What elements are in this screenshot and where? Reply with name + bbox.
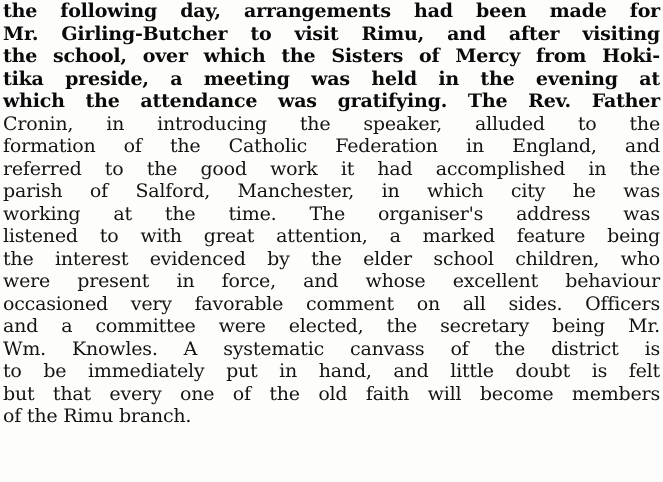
article-line-2: Mr. Girling-Butcher to visit Rimu, and after visiting <box>3 22 660 45</box>
article-line-3: the school, over which the Sisters of Mercy from Hoki- <box>3 45 660 67</box>
article-line-12: the interest evidenced by the elder school children, who <box>3 247 660 270</box>
article-line-8: referred to the good work it had accomplished in the <box>3 157 660 180</box>
article-text <box>3 0 660 428</box>
article-line-14: occasioned very favorable comment on all sides. Officers <box>3 292 660 315</box>
article-line-4: tika preside, a meeting was held in the evening at <box>3 67 660 90</box>
article-line-13: were present in force, and whose excellent behaviour <box>3 270 660 292</box>
article-line-7: formation of the Catholic Federation in England, and <box>3 135 660 157</box>
article-line-9: parish of Salford, Manchester, in which city he was <box>3 180 660 202</box>
article-line-1: the following day, arrangements had been made for <box>3 0 660 22</box>
article-line-17: to be immediately put in hand, and little doubt is felt <box>3 360 660 382</box>
article-line-10: working at the time. The organiser's address was <box>3 202 660 225</box>
article-line-6: Cronin, in introducing the speaker, alluded to the <box>3 112 660 135</box>
article-line-11: listened to with great attention, a marked feature being <box>3 225 660 247</box>
article-line-19: of the Rimu branch. <box>3 405 192 427</box>
article-line-15: and a committee were elected, the secretary being Mr. <box>3 315 660 337</box>
article-line-16: Wm. Knowles. A systematic canvass of the district is <box>3 337 660 360</box>
article-line-5: which the attendance was gratifying. The Rev. Father <box>3 90 660 112</box>
article-line-18: but that every one of the old faith will become members <box>3 382 660 405</box>
